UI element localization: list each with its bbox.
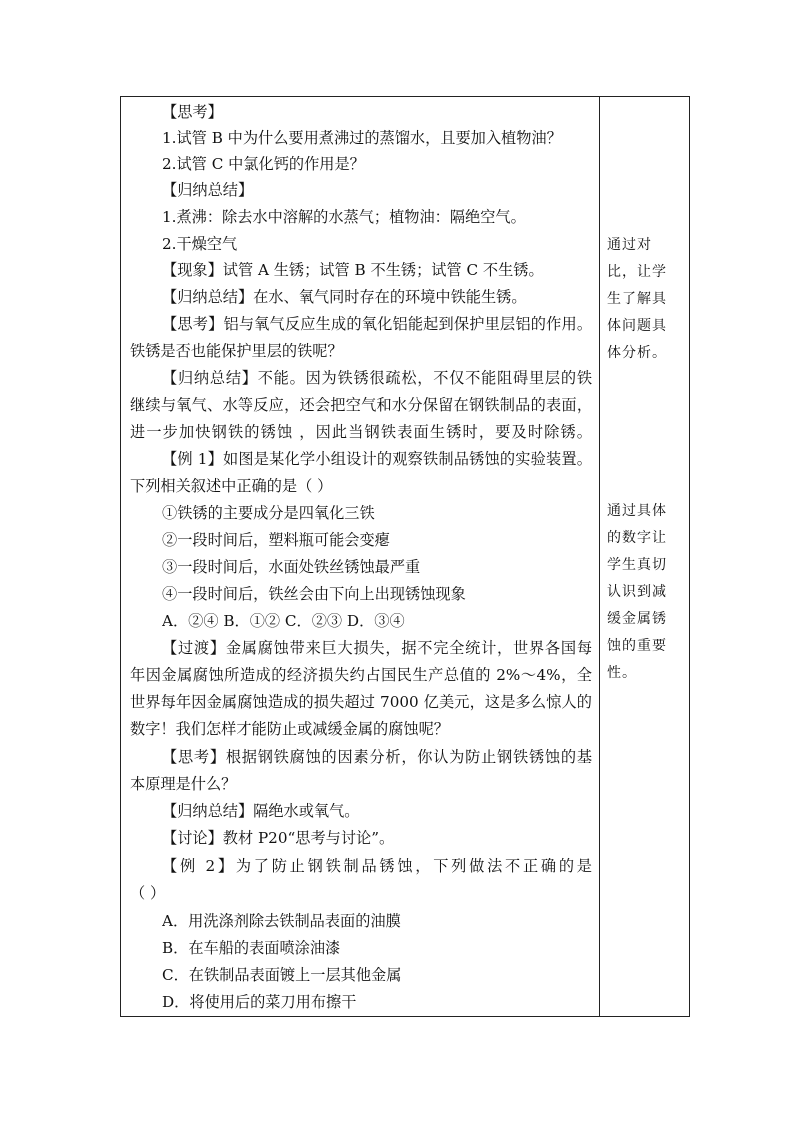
text-line: 【过渡】金属腐蚀带来巨大损失，据不完全统计，世界各国每 xyxy=(162,639,592,657)
text-line: 2.干燥空气 xyxy=(162,235,238,253)
text-line: C．在铁制品表面镀上一层其他金属 xyxy=(162,966,402,984)
text-line: 【思考】根据钢铁腐蚀的因素分析，你认为防止钢铁锈蚀的基 xyxy=(162,748,592,766)
text-line: 【思考】 xyxy=(162,103,223,121)
side-note-line: 通过对 xyxy=(607,237,652,253)
lesson-table xyxy=(120,96,690,1017)
text-line: 【例 2】为了防止钢铁制品锈蚀，下列做法不正确的是 xyxy=(162,857,592,875)
text-line: 继续与氧气、水等反应，还会把空气和水分保留在钢铁制品的表面， xyxy=(130,396,592,414)
side-note-line: 蚀的重要 xyxy=(607,638,667,654)
text-line: A．②④ B．①② C．②③ D．③④ xyxy=(162,612,405,630)
text-line: 下列相关叙述中正确的是（ ） xyxy=(130,477,333,495)
side-note-line: 性。 xyxy=(607,665,637,681)
text-line: 铁锈是否也能保护里层的铁呢？ xyxy=(130,342,343,360)
text-line: 【现象】试管 A 生锈；试管 B 不生锈；试管 C 不生锈。 xyxy=(162,261,544,279)
text-line: 【归纳总结】隔绝水或氧气。 xyxy=(162,802,360,820)
side-note-line: 比，让学 xyxy=(607,264,667,280)
side-note-line: 生了解具 xyxy=(607,291,667,307)
text-line: 本原理是什么？ xyxy=(130,775,237,793)
text-line: 世界每年因金属腐蚀造成的损失超过 7000 亿美元，这是多么惊人的 xyxy=(130,693,592,711)
text-line: 【归纳总结】 xyxy=(162,181,254,199)
text-line: 【思考】铝与氧气反应生成的氧化铝能起到保护里层铝的作用。 xyxy=(162,315,592,333)
text-line: 进一步加快钢铁的锈蚀 ，因此当钢铁表面生锈时，要及时除锈。 xyxy=(130,423,592,441)
side-note-line: 缓金属锈 xyxy=(607,611,667,627)
text-line: 【讨论】教材 P20“思考与讨论”。 xyxy=(162,829,395,847)
side-note-line: 学生真切 xyxy=(607,557,667,573)
design-notes-cell xyxy=(600,97,690,1016)
text-line: 【归纳总结】不能。因为铁锈很疏松，不仅不能阻碍里层的铁 xyxy=(162,369,592,387)
text-line: A．用洗涤剂除去铁制品表面的油膜 xyxy=(162,912,401,930)
text-line: （ ） xyxy=(130,884,166,902)
lesson-content-cell xyxy=(121,97,599,1016)
text-line: ④一段时间后，铁丝会由下向上出现锈蚀现象 xyxy=(162,585,466,603)
text-line: 1.煮沸：除去水中溶解的水蒸气；植物油：隔绝空气。 xyxy=(162,208,526,226)
text-line: 【例 1】如图是某化学小组设计的观察铁制品锈蚀的实验装置。 xyxy=(162,450,592,468)
text-line: 【归纳总结】在水、氧气同时存在的环境中铁能生锈。 xyxy=(162,288,527,306)
text-line: 年因金属腐蚀所造成的经济损失约占国民生产总值的 2%～4%，全 xyxy=(130,666,592,684)
text-line: 2.试管 C 中氯化钙的作用是？ xyxy=(162,155,365,173)
text-line: ②一段时间后，塑料瓶可能会变瘪 xyxy=(162,531,390,549)
side-note-line: 认识到减 xyxy=(607,584,667,600)
text-line: ①铁锈的主要成分是四氧化三铁 xyxy=(162,504,375,522)
text-line: ③一段时间后，水面处铁丝锈蚀最严重 xyxy=(162,558,421,576)
text-line: 数字！我们怎样才能防止或减缓金属的腐蚀呢？ xyxy=(130,720,449,738)
side-note-line: 体分析。 xyxy=(607,345,667,361)
side-note-line: 通过具体 xyxy=(607,503,667,519)
text-line: B．在车船的表面喷涂油漆 xyxy=(162,939,341,957)
text-line: D．将使用后的菜刀用布擦干 xyxy=(162,993,357,1011)
text-line: 1.试管 B 中为什么要用煮沸过的蒸馏水，且要加入植物油？ xyxy=(162,129,562,147)
side-note-line: 的数字让 xyxy=(607,530,667,546)
side-note-line: 体问题具 xyxy=(607,318,667,334)
